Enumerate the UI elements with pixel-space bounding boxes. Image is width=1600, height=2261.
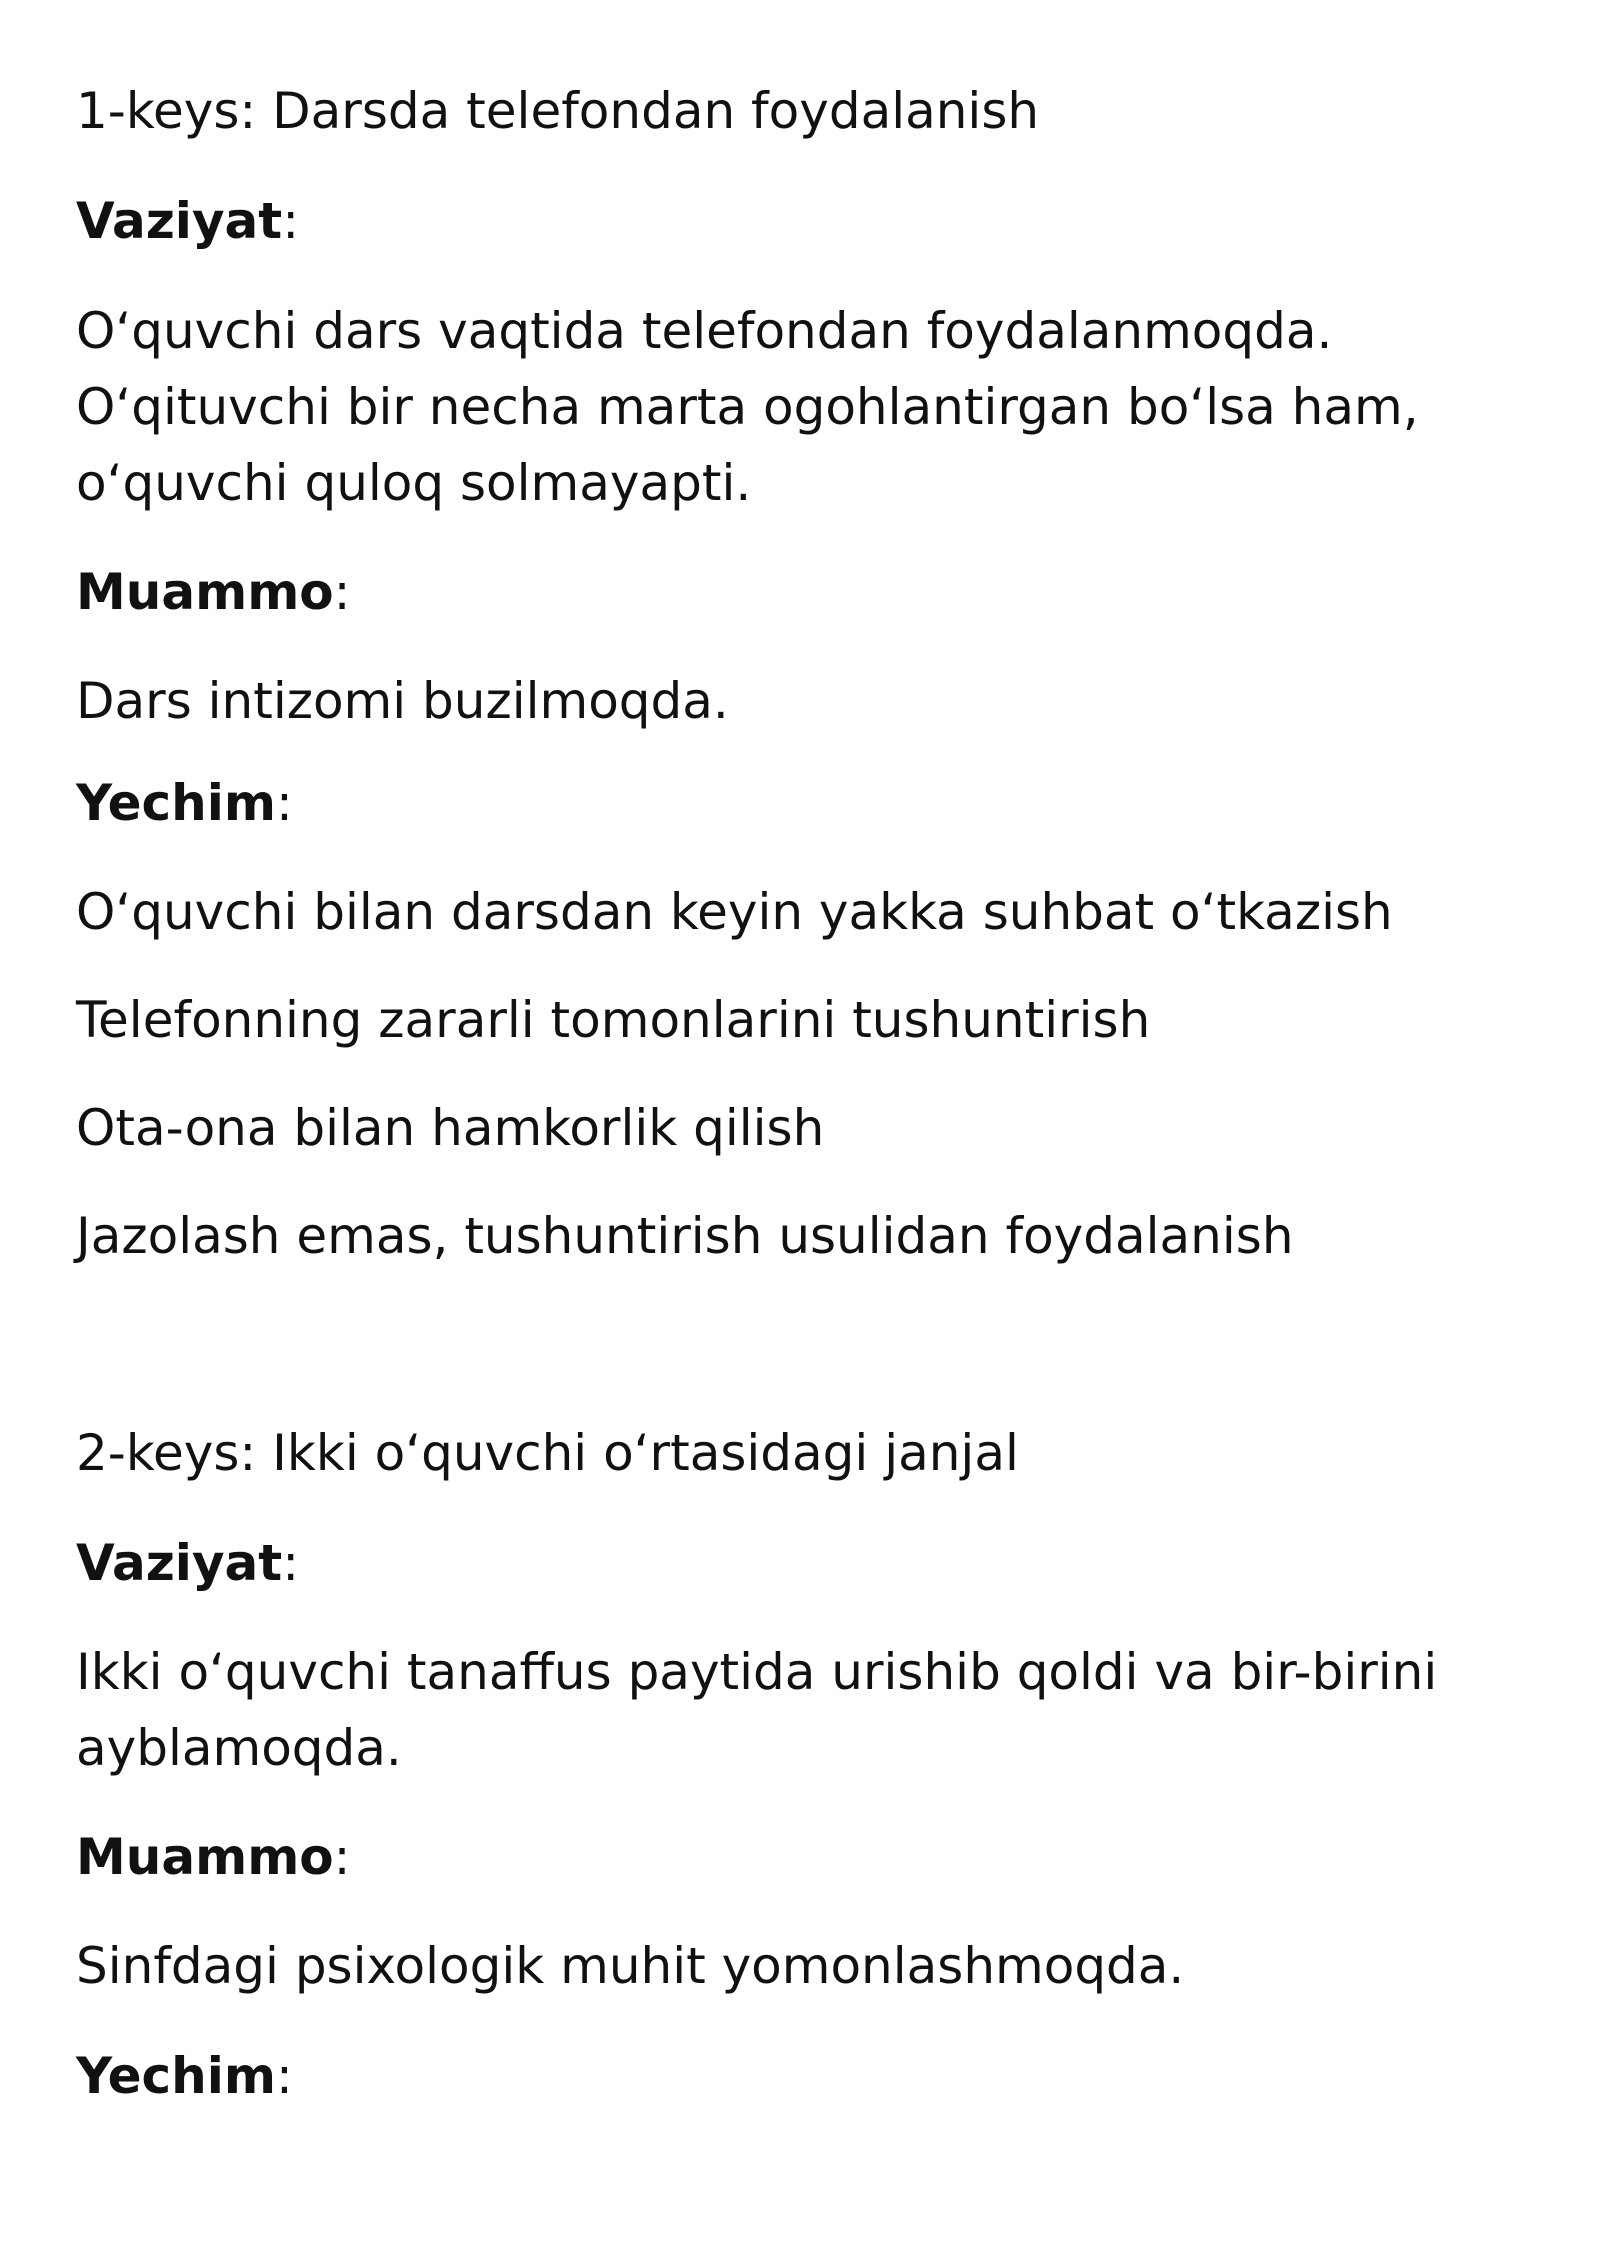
case1-solution-item-2: Telefonning zararli tomonlarini tushuntirish xyxy=(76,991,1151,1049)
case2-title: 2-keys: Ikki o‘quvchi o‘rtasidagi janjal xyxy=(76,1424,1019,1482)
case1-solution-label: Yechim xyxy=(76,774,276,832)
colon: : xyxy=(333,563,351,621)
colon: : xyxy=(276,774,293,832)
case1-solution-item-4: Jazolash emas, tushuntirish usulidan foydalanish xyxy=(76,1207,1294,1265)
case1-solution-heading xyxy=(76,765,293,841)
case1-situation-label: Vaziyat xyxy=(76,192,283,250)
case1-situation-line-2: O‘qituvchi bir necha marta ogohlantirgan bo‘lsa ham, xyxy=(76,378,1419,436)
case2-solution-heading xyxy=(76,2038,293,2114)
case1-situation-heading xyxy=(76,183,299,259)
colon: : xyxy=(333,1828,351,1886)
case1-title: 1-keys: Darsda telefondan foydalanish xyxy=(76,82,1040,140)
case1-solution-item-1: O‘quvchi bilan darsdan keyin yakka suhbat o‘tkazish xyxy=(76,883,1393,941)
case1-solution-item-3: Ota-ona bilan hamkorlik qilish xyxy=(76,1099,825,1157)
case2-problem-text: Sinfdagi psixologik muhit yomonlashmoqda. xyxy=(76,1937,1185,1995)
case2-problem-label: Muammo xyxy=(76,1828,334,1886)
case2-situation-line-1: Ikki o‘quvchi tanaffus paytida urishib qoldi va bir-birini xyxy=(76,1643,1438,1701)
case1-problem-heading xyxy=(76,554,351,630)
case2-solution-label: Yechim xyxy=(76,2047,276,2105)
case1-situation-line-1: O‘quvchi dars vaqtida telefondan foydalanmoqda. xyxy=(76,302,1333,360)
case2-situation-line-2: ayblamoqda. xyxy=(76,1719,402,1777)
case1-problem-label: Muammo xyxy=(76,563,334,621)
case2-problem-heading xyxy=(76,1819,351,1895)
case2-situation-heading xyxy=(76,1525,299,1601)
case2-situation-label: Vaziyat xyxy=(76,1534,283,1592)
colon: : xyxy=(276,2047,293,2105)
case1-problem-text: Dars intizomi buzilmoqda. xyxy=(76,672,729,730)
colon: : xyxy=(282,192,300,250)
case1-situation-line-3: o‘quvchi quloq solmayapti. xyxy=(76,454,752,512)
colon: : xyxy=(282,1534,300,1592)
